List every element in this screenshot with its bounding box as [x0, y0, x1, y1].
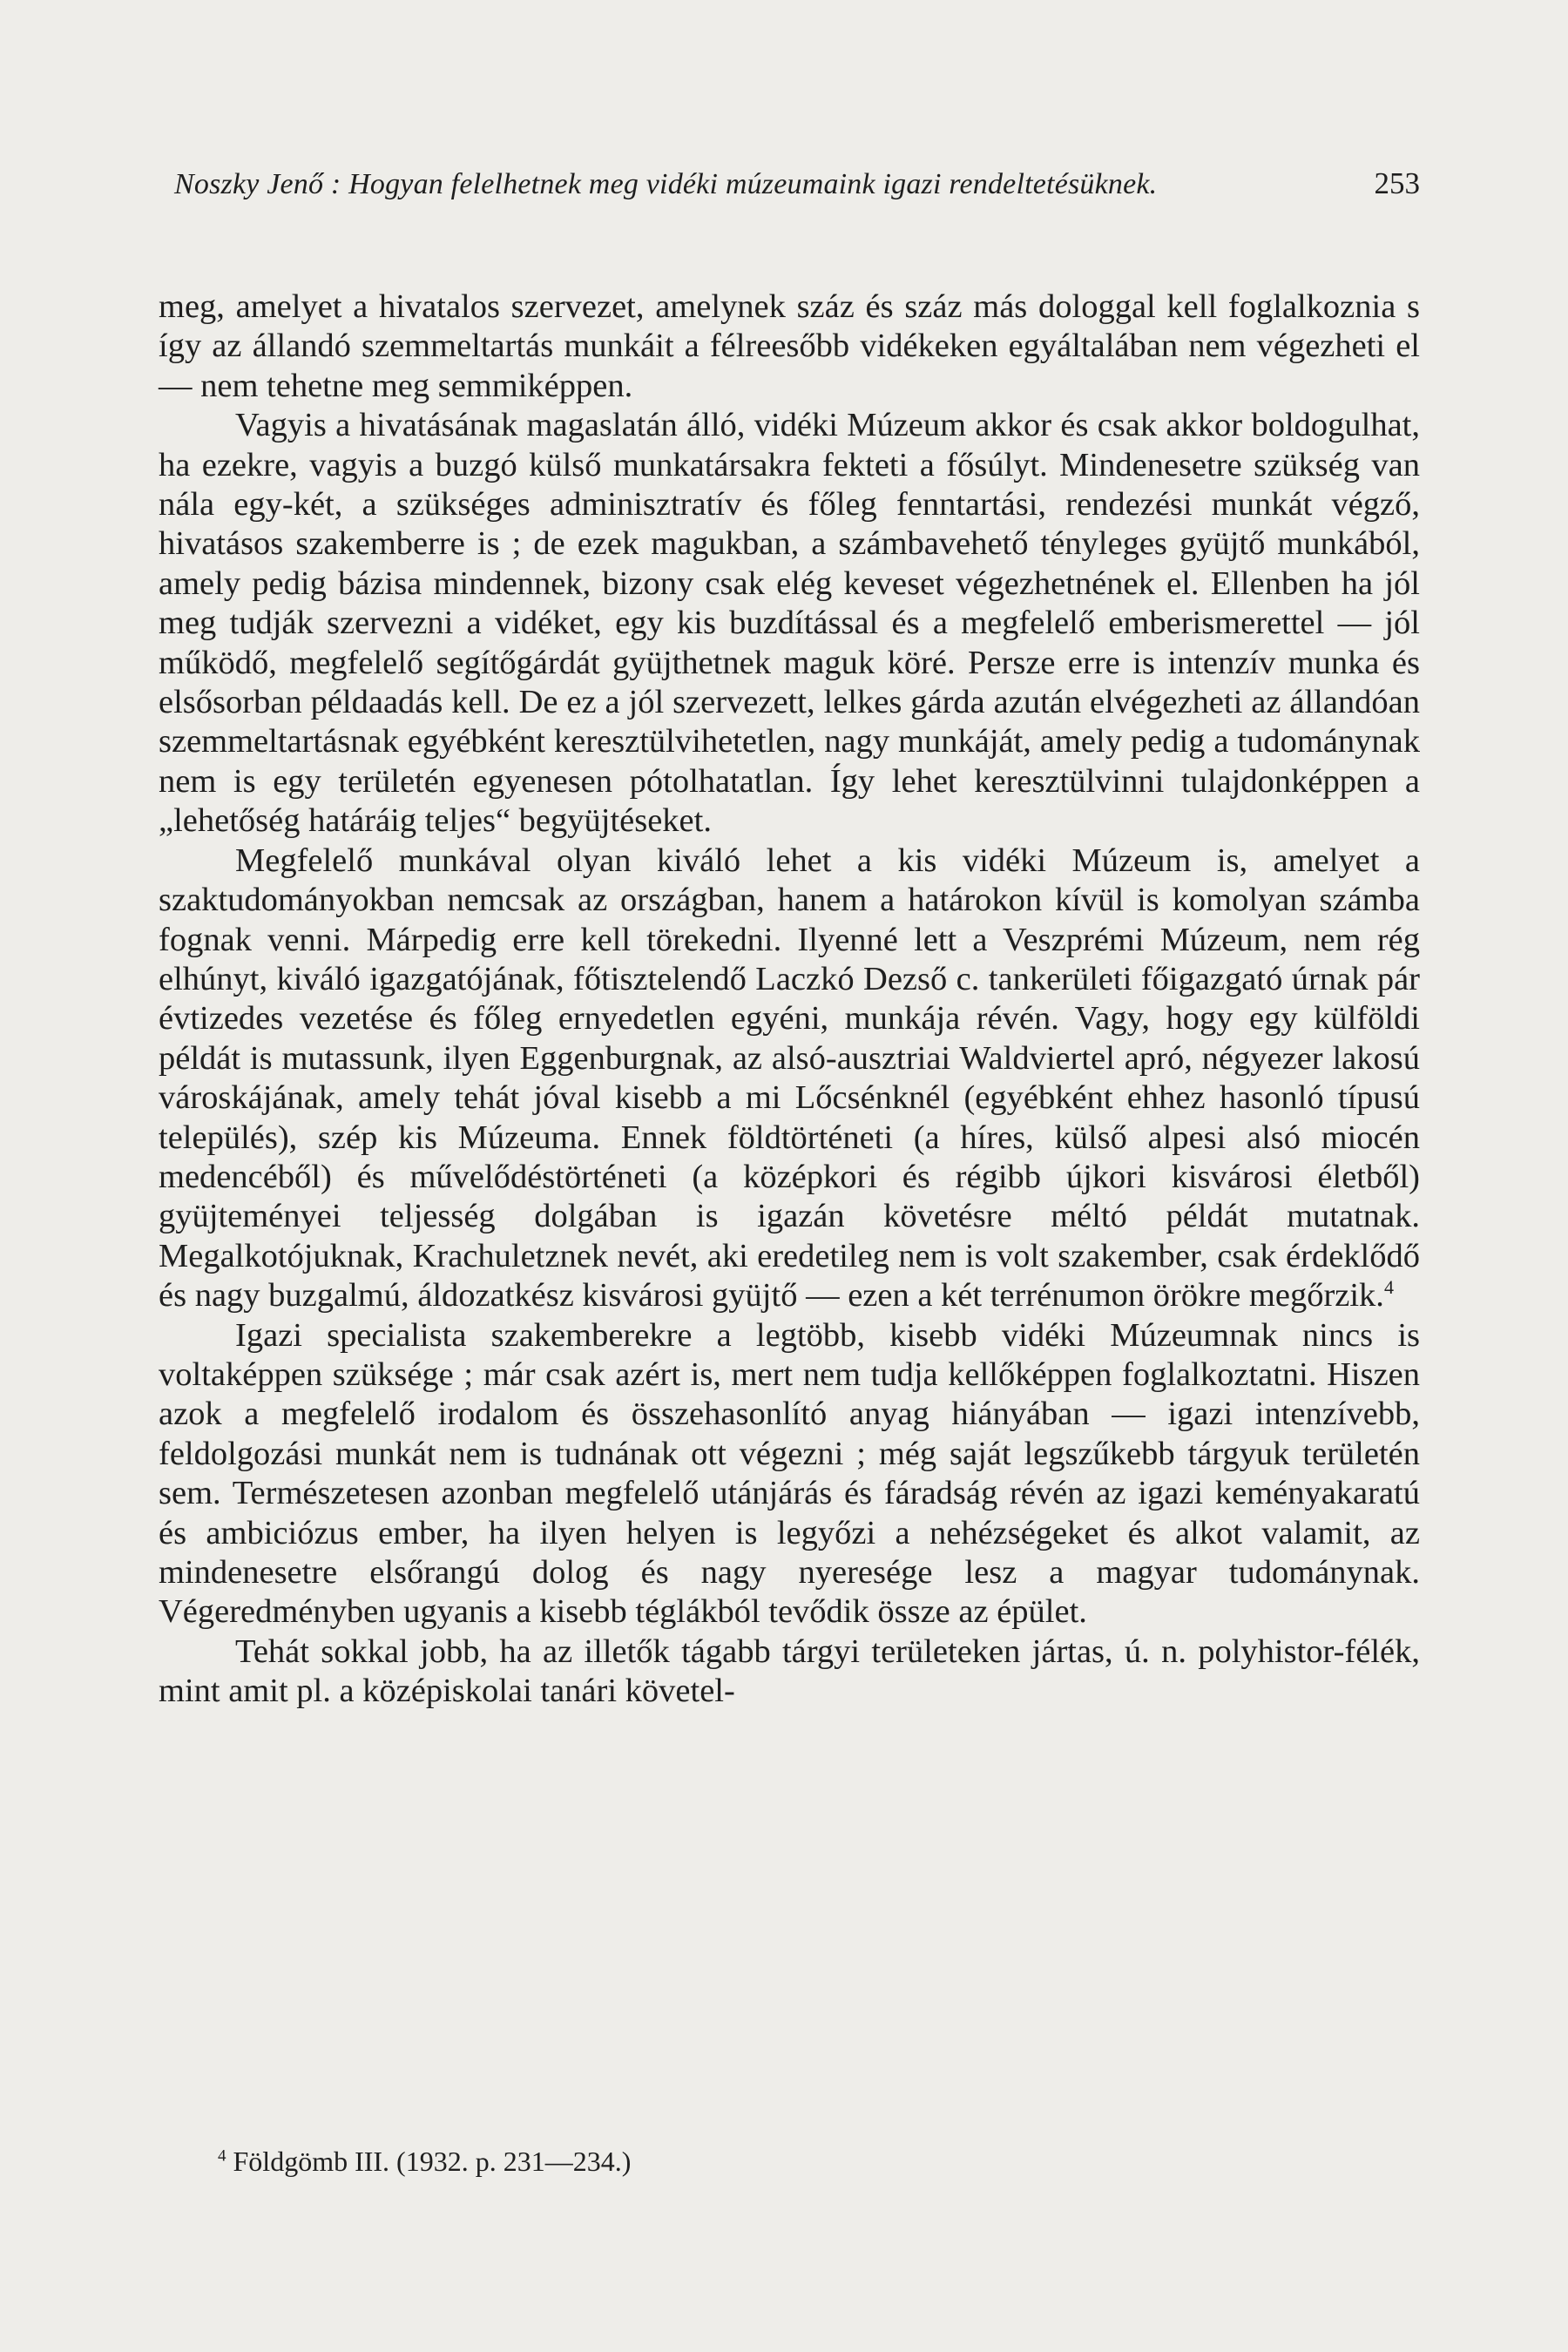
paragraph-3 — [159, 841, 1420, 1316]
paragraph-5 — [159, 1632, 1420, 1712]
paragraph-text: Megfelelő munkával olyan kiváló lehet a kis vidéki Múzeum is, amelyet a szaktudományokban nemcsak az országban, hanem a határokon kívül is komolyan számba fognak venni. Márpedig erre kell törekedni. Ilyenné lett a Veszprémi Múzeum, nem rég elhúnyt, kiváló igazgatójának, főtisztelendő Laczkó Dezső c. tankerületi főigazgató úrnak pár évtizedes vezetése és főleg ernyedetlen egyéni, munkája révén. Vagy, hogy egy külföldi példát is mutassunk, ilyen Eggenburgnak, az alsó-ausztriai Waldviertel apró, négyezer lakosú városkájának, amely tehát jóval kisebb a mi Lőcsénknél (egyébként ehhez hasonló típusú település), szép kis Múzeuma. Ennek földtörténeti (a híres, külső alpesi alsó miocén medencéből) és művelődéstörténeti (a középkori és régibb újkori kisvárosi életből) gyüjteményei teljesség dolgában is igazán követésre méltó példát mutatnak. Megalkotójuknak, Krachuletznek nevét, aki eredetileg nem is volt szakember, csak érdeklődő és nagy buzgalmú, áldozatkész kisvárosi gyüjtő — ezen a két terrénumon örökre megőrzik. — [159, 841, 1420, 1315]
footnote-reference[interactable]: 4 — [1383, 1276, 1394, 1299]
paragraph-text: Vagyis a hivatásának magaslatán álló, vidéki Múzeum akkor és csak akkor boldogulhat, ha ezekre, vagyis a buzgó külső munkatársakra fekteti a fősúlyt. Mindenesetre szükség van nála egy-két, a szükséges adminisztratív és főleg fenntartási, rendezési munkát végző, hivatásos szakemberre is ; de ezek magukban, a számbavehető tényleges gyüjtő munkából, amely pedig bázisa mindennek, bizony csak elég keveset végezhetnének el. Ellenben ha jól meg tudják szervezni a vidéket, egy kis buzdítással és a megfelelő emberismerettel — jól működő, megfelelő segítőgárdát gyüjthetnek maguk köré. Persze erre is intenzív munka és elsősorban példaadás kell. De ez a jól szervezett, lelkes gárda azután elvégezheti az állandóan szemmeltartásnak egyébként keresztülvihetetlen, nagy munkáját, amely pedig a tudománynak nem is egy területén egyenesen pótolhatatlan. Így lehet keresztülvinni tulajdonképpen a „lehetőség határáig teljes“ begyüjtéseket. — [159, 407, 1420, 840]
footnote-marker: 4 — [218, 2146, 226, 2166]
running-title: Noszky Jenő : Hogyan felelhetnek meg vidéki múzeumaink igazi rendeltetésüknek. — [174, 168, 1158, 200]
paragraph-4 — [159, 1316, 1420, 1632]
running-header — [174, 162, 1420, 206]
paragraph-text: meg, amelyet a hivatalos szervezet, amelynek száz és száz más dologgal kell foglalkoznia s így az állandó szemmeltartás munkáit a félreesőbb vidékeken egyáltalában nem végezheti el — nem tehetne meg semmiképpen. — [159, 288, 1420, 404]
paragraph-text: Tehát sokkal jobb, ha az illetők tágabb tárgyi területeken jártas, ú. n. polyhistor-félék, mint amit pl. a középiskolai tanári követel- — [159, 1632, 1420, 1710]
paragraph-1 — [159, 287, 1420, 406]
paragraph-2 — [159, 406, 1420, 841]
paragraph-text: Igazi specialista szakemberekre a legtöbb, kisebb vidéki Múzeumnak nincs is voltaképpen szüksége ; már csak azért is, mert nem tudja kellőképpen foglalkoztatni. Hiszen azok a megfelelő irodalom és összehasonlító anyag hiányában — igazi intenzívebb, feldolgozási munkát nem is tudnának ott végezni ; még saját legszűkebb tárgyuk területén sem. Természetesen azonban megfelelő utánjárás és fáradság révén az igazi keményakaratú és ambiciózus ember, ha ilyen helyen is legyőzi a nehézségeket és alkot valamit, az mindenesetre elsőrangú dolog és nagy nyeresége lesz a magyar tudománynak. Végeredményben ugyanis a kisebb téglákból tevődik össze az épület. — [159, 1316, 1420, 1631]
page-number: 253 — [1374, 166, 1420, 200]
footnote-text: Földgömb III. (1932. p. 231—234.) — [233, 2146, 632, 2177]
footnote — [218, 2141, 1350, 2181]
body-text — [159, 287, 1420, 1712]
